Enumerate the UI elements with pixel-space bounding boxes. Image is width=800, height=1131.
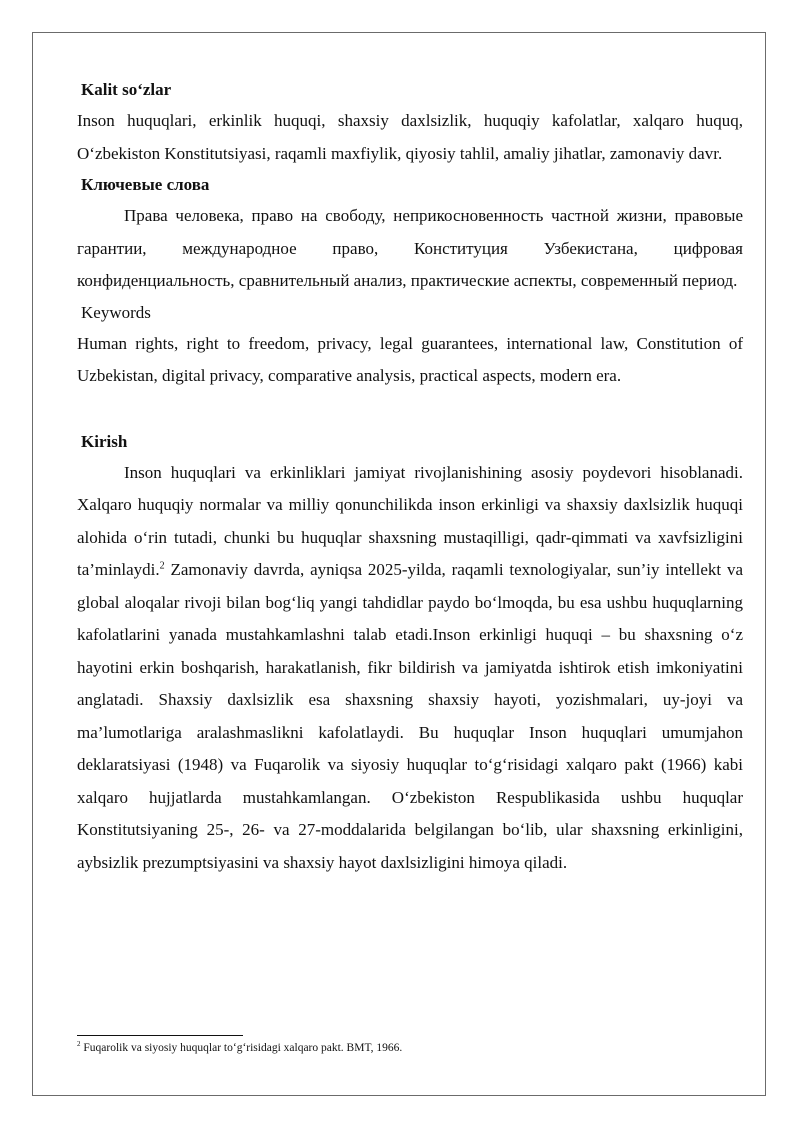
intro-paragraph: [77, 457, 743, 880]
intro-text-part2: Zamonaviy davrda, ayniqsa 2025-yilda, raqamli texnologiyalar, sun’iy intellekt va global aloqalar rivoji bilan bog‘liq yangi tahdidlar paydo bo‘lmoqda, bu esa ushbu huquqlarning kafolatlarini yanada mustahkamlashni talab etadi.Inson erkinligi huquqi – bu shaxsning o‘z hayotini erkin boshqarish, harakatlanish, fikr bildirish va jamiyatda ishtirok etish imkoniyatini anglatadi. Shaxsiy daxlsizlik esa shaxsning shaxsiy hayoti, yozishmalari, uy-joyi va ma’lumotlariga aralashmaslikni kafolatlaydi. Bu huquqlar Inson huquqlari umumjahon deklaratsiyasi (1948) va Fuqarolik va siyosiy huquqlar to‘g‘risidagi xalqaro pakt (1966) kabi xalqaro hujjatlarda mustahkamlangan. O‘zbekiston Respublikasida ushbu huquqlar Konstitutsiyaning 25-, 26- va 27-moddalarida belgilangan bo‘lib, ular shaxsning erkinligini, aybsizlik prezumptsiyasini va shaxsiy hayot daxlsizligini himoya qiladi.: [77, 560, 743, 872]
page-content: [77, 75, 743, 879]
en-keywords-heading: Keywords: [81, 302, 151, 322]
ru-keywords-text: Права человека, право на свободу, неприкосновенность частной жизни, правовые гарантии, международное право, Конституция Узбекистана, цифровая конфиденциальность, сравнительный анализ, практические аспекты, современный период.: [77, 206, 743, 290]
document-page: [32, 32, 766, 1096]
footnote-separator: [77, 1035, 243, 1036]
uz-keywords-text: Inson huquqlari, erkinlik huquqi, shaxsiy daxlsizlik, huquqiy kafolatlar, xalqaro huquq, O‘zbekiston Konstitutsiyasi, raqamli maxfiylik, qiyosiy tahlil, amaliy jihatlar, zamonaviy davr.: [77, 111, 743, 163]
footnote-reference[interactable]: 2: [159, 560, 165, 572]
intro-heading: Kirish: [81, 431, 128, 451]
footnote-text: Fuqarolik va siyosiy huquqlar to‘g‘risidagi xalqaro pakt. BMT, 1966.: [80, 1042, 403, 1054]
intro-text-part1: Inson huquqlari va erkinliklari jamiyat rivojlanishining asosiy poydevori hisoblanadi. Xalqaro huquqiy normalar va milliy qonunchilikda inson erkinligi va shaxsiy daxlsizlik huquqi alohida o‘rin tutadi, chunki bu huquqlar shaxsning mustaqilligi, qadr-qimmati va xavfsizligini ta’minlaydi.: [77, 462, 743, 579]
uz-keywords-heading: Kalit so‘zlar: [81, 80, 172, 99]
ru-keywords-heading: Ключевые слова: [81, 175, 210, 194]
footnote: [77, 1040, 737, 1056]
en-keywords-text: Human rights, right to freedom, privacy, legal guarantees, international law, Constitution of Uzbekistan, digital privacy, comparative analysis, practical aspects, modern era.: [77, 333, 743, 385]
footnote-number: 2: [77, 1040, 81, 1049]
section-spacer: [77, 393, 743, 427]
